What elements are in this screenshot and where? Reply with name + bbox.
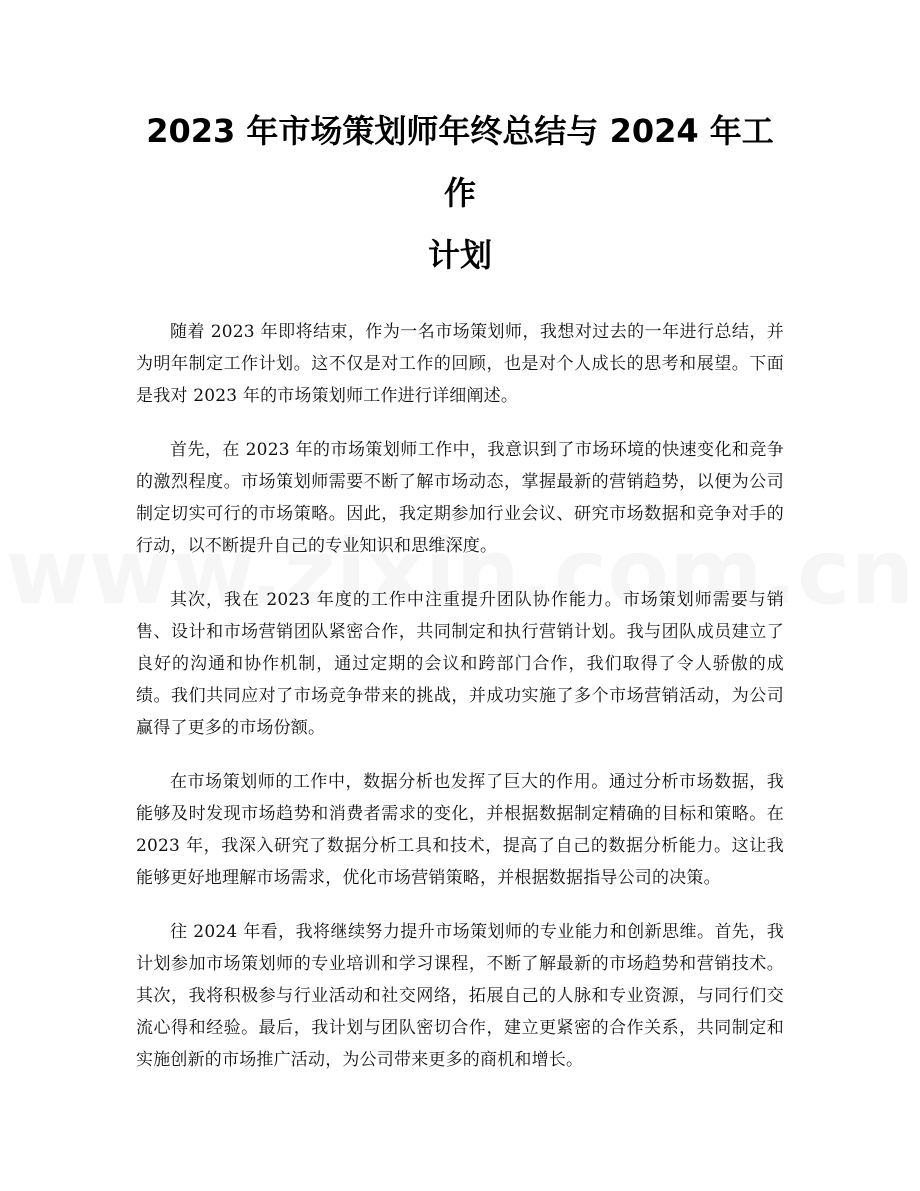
paragraph-intro: 随着 2023 年即将结束，作为一名市场策划师，我想对过去的一年进行总结，并为明年制定工作计划。这不仅是对工作的回顾，也是对个人成长的思考和展望。下面是我对 2023 年的市场策划师工作进行详细阐述。 (136, 322, 784, 406)
paragraph-data-analysis: 在市场策划师的工作中，数据分析也发挥了巨大的作用。通过分析市场数据，我能够及时发现市场趋势和消费者需求的变化，并根据数据制定精确的目标和策略。在 2023 年，我深入研究了数据分析工具和技术，提高了自己的数据分析能力。这让我能够更好地理解市场需求，优化市场营销策略，并根据数据指导公司的决策。 (136, 772, 784, 888)
document-title (136, 100, 784, 286)
paragraph-teamwork: 其次，我在 2023 年度的工作中注重提升团队协作能力。市场策划师需要与销售、设计和市场营销团队紧密合作，共同制定和执行营销计划。我与团队成员建立了良好的沟通和协作机制，通过定期的会议和跨部门合作，我们取得了令人骄傲的成绩。我们共同应对了市场竞争带来的挑战，并成功实施了多个市场营销活动，为公司赢得了更多的市场份额。 (136, 590, 784, 738)
paragraph-market-awareness: 首先，在 2023 年的市场策划师工作中，我意识到了市场环境的快速变化和竞争的激烈程度。市场策划师需要不断了解市场动态，掌握最新的营销趋势，以便为公司制定切实可行的市场策略。因此，我定期参加行业会议、研究市场数据和竞争对手的行动，以不断提升自己的专业知识和思维深度。 (136, 440, 784, 556)
title-line-1: 2023 年市场策划师年终总结与 2024 年工作 (146, 112, 774, 212)
paragraph-2024-plan: 往 2024 年看，我将继续努力提升市场策划师的专业能力和创新思维。首先，我计划参加市场策划师的专业培训和学习课程，不断了解最新的市场趋势和营销技术。其次，我将积极参与行业活动和社交网络，拓展自己的人脉和专业资源，与同行们交流心得和经验。最后，我计划与团队密切合作，建立更紧密的合作关系，共同制定和实施创新的市场推广活动，为公司带来更多的商机和增长。 (136, 922, 784, 1070)
document-body (136, 316, 784, 1076)
title-line-2: 计划 (427, 236, 492, 274)
